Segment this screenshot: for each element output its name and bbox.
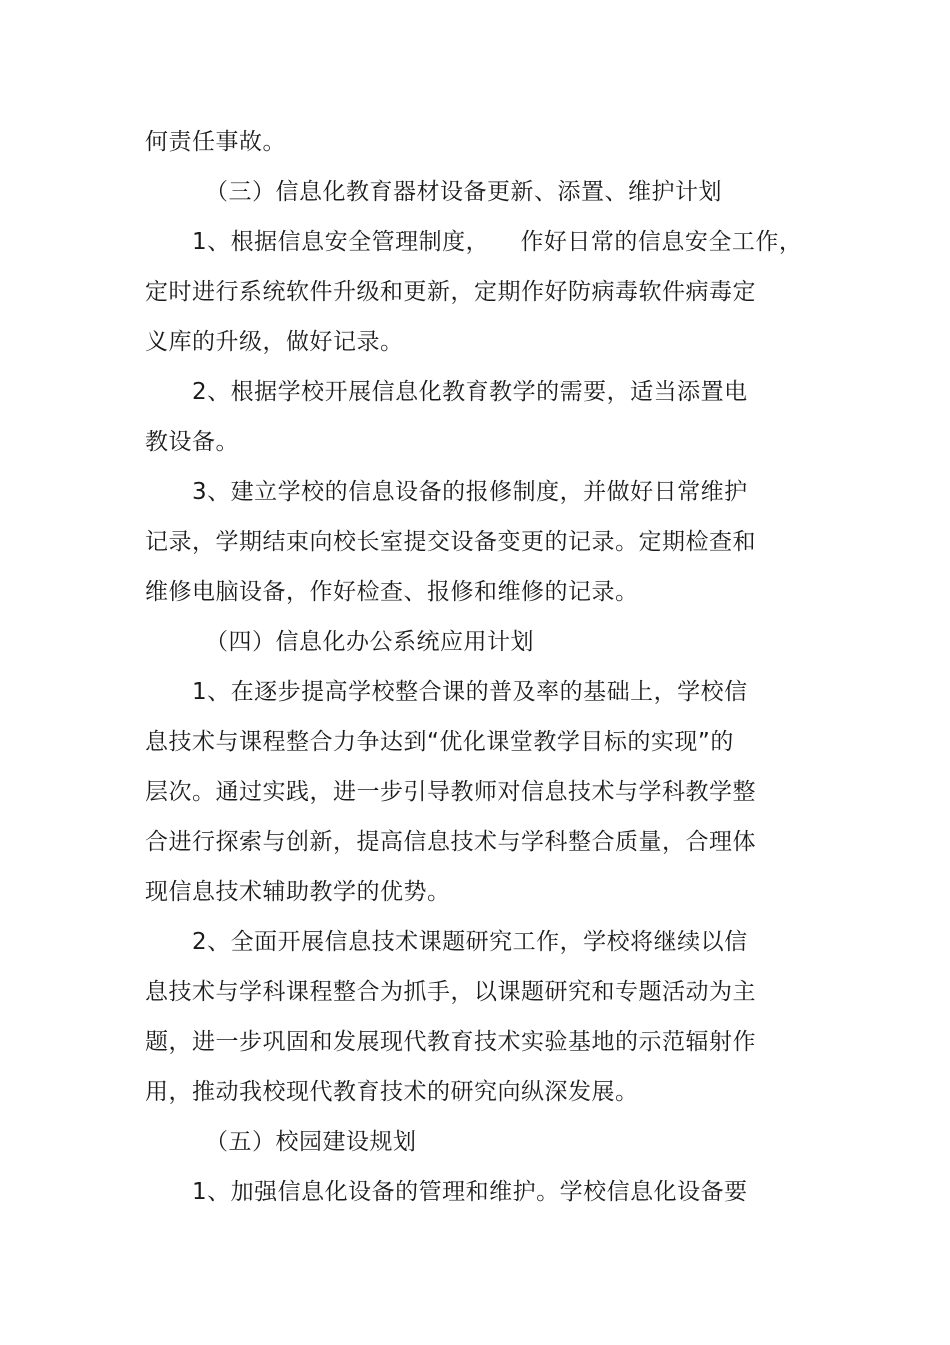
paragraph-line: 息技术与课程整合力争达到“优化课堂教学目标的实现”的	[145, 729, 734, 755]
paragraph-line: 1、加强信息化设备的管理和维护。学校信息化设备要	[192, 1179, 748, 1205]
paragraph-line: 维修电脑设备，作好检查、报修和维修的记录。	[145, 579, 639, 605]
paragraph-line: 1、在逐步提高学校整合课的普及率的基础上，学校信	[192, 679, 748, 705]
paragraph-line: 用，推动我校现代教育技术的研究向纵深发展。	[145, 1079, 639, 1105]
paragraph-line: 3、建立学校的信息设备的报修制度，并做好日常维护	[192, 479, 748, 505]
paragraph-line: 教设备。	[145, 429, 239, 455]
paragraph-line: 题，进一步巩固和发展现代教育技术实验基地的示范辐射作	[145, 1029, 756, 1055]
paragraph-line: 层次。通过实践，进一步引导教师对信息技术与学科教学整	[145, 779, 756, 805]
paragraph-line: 2、根据学校开展信息化教育教学的需要，适当添置电	[192, 379, 748, 405]
paragraph-line: 合进行探索与创新，提高信息技术与学科整合质量，合理体	[145, 829, 756, 855]
paragraph-line: 何责任事故。	[145, 129, 286, 155]
section-heading-5: （五）校园建设规划	[205, 1129, 417, 1155]
paragraph-line: 义库的升级，做好记录。	[145, 329, 404, 355]
paragraph-line: 记录，学期结束向校长室提交设备变更的记录。定期检查和	[145, 529, 756, 555]
paragraph-line: 现信息技术辅助教学的优势。	[145, 879, 451, 905]
section-heading-4: （四）信息化办公系统应用计划	[205, 629, 534, 655]
section-heading-3: （三）信息化教育器材设备更新、添置、维护计划	[205, 179, 722, 205]
paragraph-line: 2、全面开展信息技术课题研究工作，学校将继续以信	[192, 929, 748, 955]
paragraph-line: 息技术与学科课程整合为抓手，以课题研究和专题活动为主	[145, 979, 756, 1005]
paragraph-line: 1、根据信息安全管理制度， 作好日常的信息安全工作，	[192, 229, 803, 255]
paragraph-line: 定时进行系统软件升级和更新，定期作好防病毒软件病毒定	[145, 279, 756, 305]
